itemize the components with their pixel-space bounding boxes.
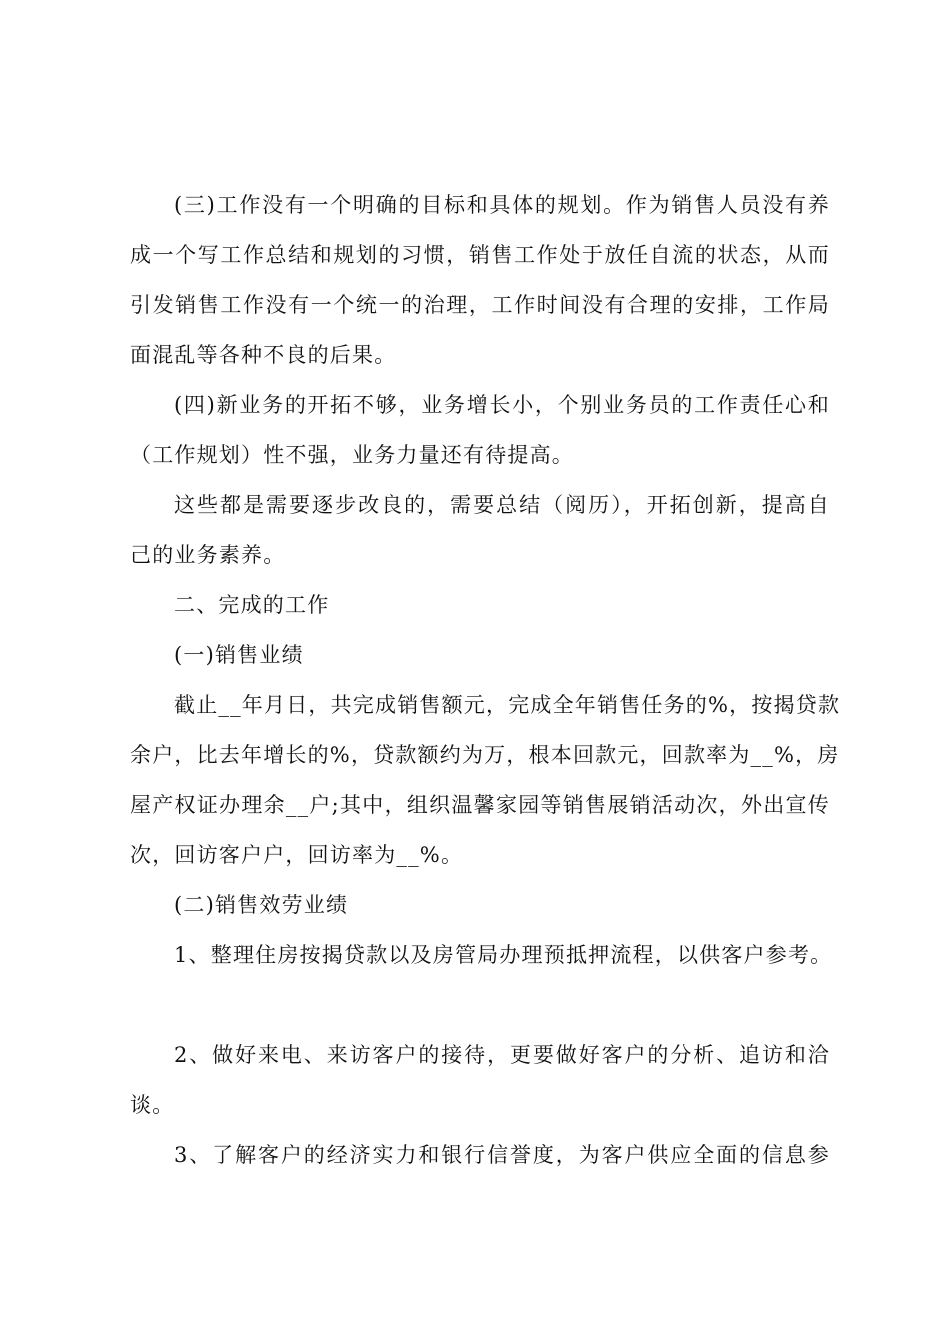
summary-paragraph-line-1: 这些都是需要逐步改良的，需要总结（阅历），开拓创新，提高自 xyxy=(174,493,830,517)
section-heading-completed-work: 二、完成的工作 xyxy=(174,593,330,617)
subheading-sales-performance: (一)销售业绩 xyxy=(174,643,304,667)
service-item-1: 1、整理住房按揭贷款以及房管局办理预抵押流程，以供客户参考。 xyxy=(174,943,833,967)
paragraph-3-line-2: 成一个写工作总结和规划的习惯，销售工作处于放任自流的状态，从而 xyxy=(130,243,830,267)
service-item-2-line-1: 2、做好来电、来访客户的接待，更要做好客户的分析、追访和洽 xyxy=(174,1043,830,1067)
subheading-service-performance: (二)销售效劳业绩 xyxy=(174,893,349,917)
paragraph-3-line-4: 面混乱等各种不良的后果。 xyxy=(130,343,397,367)
paragraph-3-line-1: (三)工作没有一个明确的目标和具体的规划。作为销售人员没有养 xyxy=(174,193,830,217)
sales-paragraph-line-1: 截止__年月日，共完成销售额元，完成全年销售任务的%，按揭贷款 xyxy=(174,693,841,717)
service-item-3-line-1: 3、了解客户的经济实力和银行信誉度，为客户供应全面的信息参 xyxy=(174,1143,830,1167)
service-item-2-line-2: 谈。 xyxy=(130,1093,175,1117)
sales-paragraph-line-4: 次，回访客户户，回访率为__%。 xyxy=(130,843,464,867)
sales-paragraph-line-3: 屋产权证办理余__户;其中，组织温馨家园等销售展销活动次，外出宣传 xyxy=(130,793,830,817)
summary-paragraph-line-2: 己的业务素养。 xyxy=(130,543,286,567)
sales-paragraph-line-2: 余户，比去年增长的%，贷款额约为万，根本回款元，回款率为__%，房 xyxy=(130,743,840,767)
paragraph-4-line-1: (四)新业务的开拓不够，业务增长小，个别业务员的工作责任心和 xyxy=(174,393,830,417)
paragraph-4-line-2: （工作规划）性不强，业务力量还有待提高。 xyxy=(130,443,574,467)
paragraph-3-line-3: 引发销售工作没有一个统一的治理，工作时间没有合理的安排，工作局 xyxy=(130,293,830,317)
